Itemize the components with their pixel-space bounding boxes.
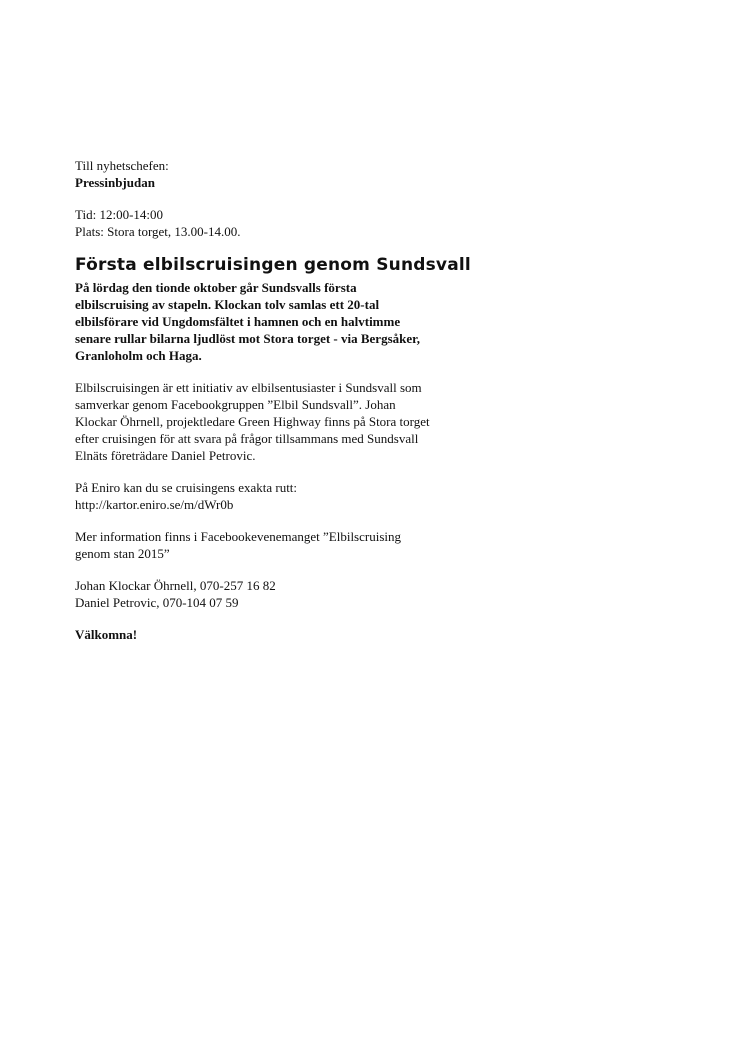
route-line: På Eniro kan du se cruisingens exakta rutt: bbox=[75, 480, 298, 495]
contacts bbox=[75, 577, 475, 611]
lead-line: elbilsförare vid Ungdomsfältet i hamnen och en halvtimme bbox=[75, 314, 401, 329]
lead-line: På lördag den tionde oktober går Sundsvalls första bbox=[75, 280, 357, 295]
info-paragraph bbox=[75, 528, 475, 562]
route-url: http://kartor.eniro.se/m/dWr0b bbox=[75, 497, 234, 512]
lead-paragraph bbox=[75, 279, 475, 364]
lead-line: senare rullar bilarna ljudlöst mot Stora torget - via Bergsåker, bbox=[75, 331, 420, 346]
lead-line: elbilscruising av stapeln. Klockan tolv samlas ett 20-tal bbox=[75, 297, 380, 312]
info-line: genom stan 2015” bbox=[75, 546, 170, 561]
spacer bbox=[75, 191, 475, 206]
lead-line: Granloholm och Haga. bbox=[75, 348, 202, 363]
recipient-line: Till nyhetschefen: bbox=[75, 158, 169, 173]
place-line: Plats: Stora torget, 13.00-14.00. bbox=[75, 224, 241, 239]
body-paragraph bbox=[75, 379, 475, 464]
body-line: Elbilscruisingen är ett initiativ av elbilsentusiaster i Sundsvall som bbox=[75, 380, 422, 395]
spacer bbox=[75, 464, 475, 479]
spacer bbox=[75, 611, 475, 626]
press-release-page bbox=[75, 157, 475, 643]
body-line: samverkar genom Facebookgruppen ”Elbil Sundsvall”. Johan bbox=[75, 397, 396, 412]
headline: Första elbilscruisingen genom Sundsvall bbox=[75, 255, 471, 275]
document-type: Pressinbjudan bbox=[75, 175, 155, 190]
closing-line: Välkomna! bbox=[75, 627, 138, 642]
spacer bbox=[75, 562, 475, 577]
info-line: Mer information finns i Facebookevenemanget ”Elbilscruising bbox=[75, 529, 401, 544]
contact-line: Daniel Petrovic, 070-104 07 59 bbox=[75, 595, 239, 610]
route-paragraph bbox=[75, 479, 475, 513]
body-line: Klockar Öhrnell, projektledare Green Highway finns på Stora torget bbox=[75, 414, 430, 429]
spacer bbox=[75, 364, 475, 379]
time-line: Tid: 12:00-14:00 bbox=[75, 207, 164, 222]
contact-line: Johan Klockar Öhrnell, 070-257 16 82 bbox=[75, 578, 276, 593]
body-line: Elnäts företrädare Daniel Petrovic. bbox=[75, 448, 256, 463]
body-line: efter cruisingen för att svara på frågor tillsammans med Sundsvall bbox=[75, 431, 419, 446]
spacer bbox=[75, 513, 475, 528]
